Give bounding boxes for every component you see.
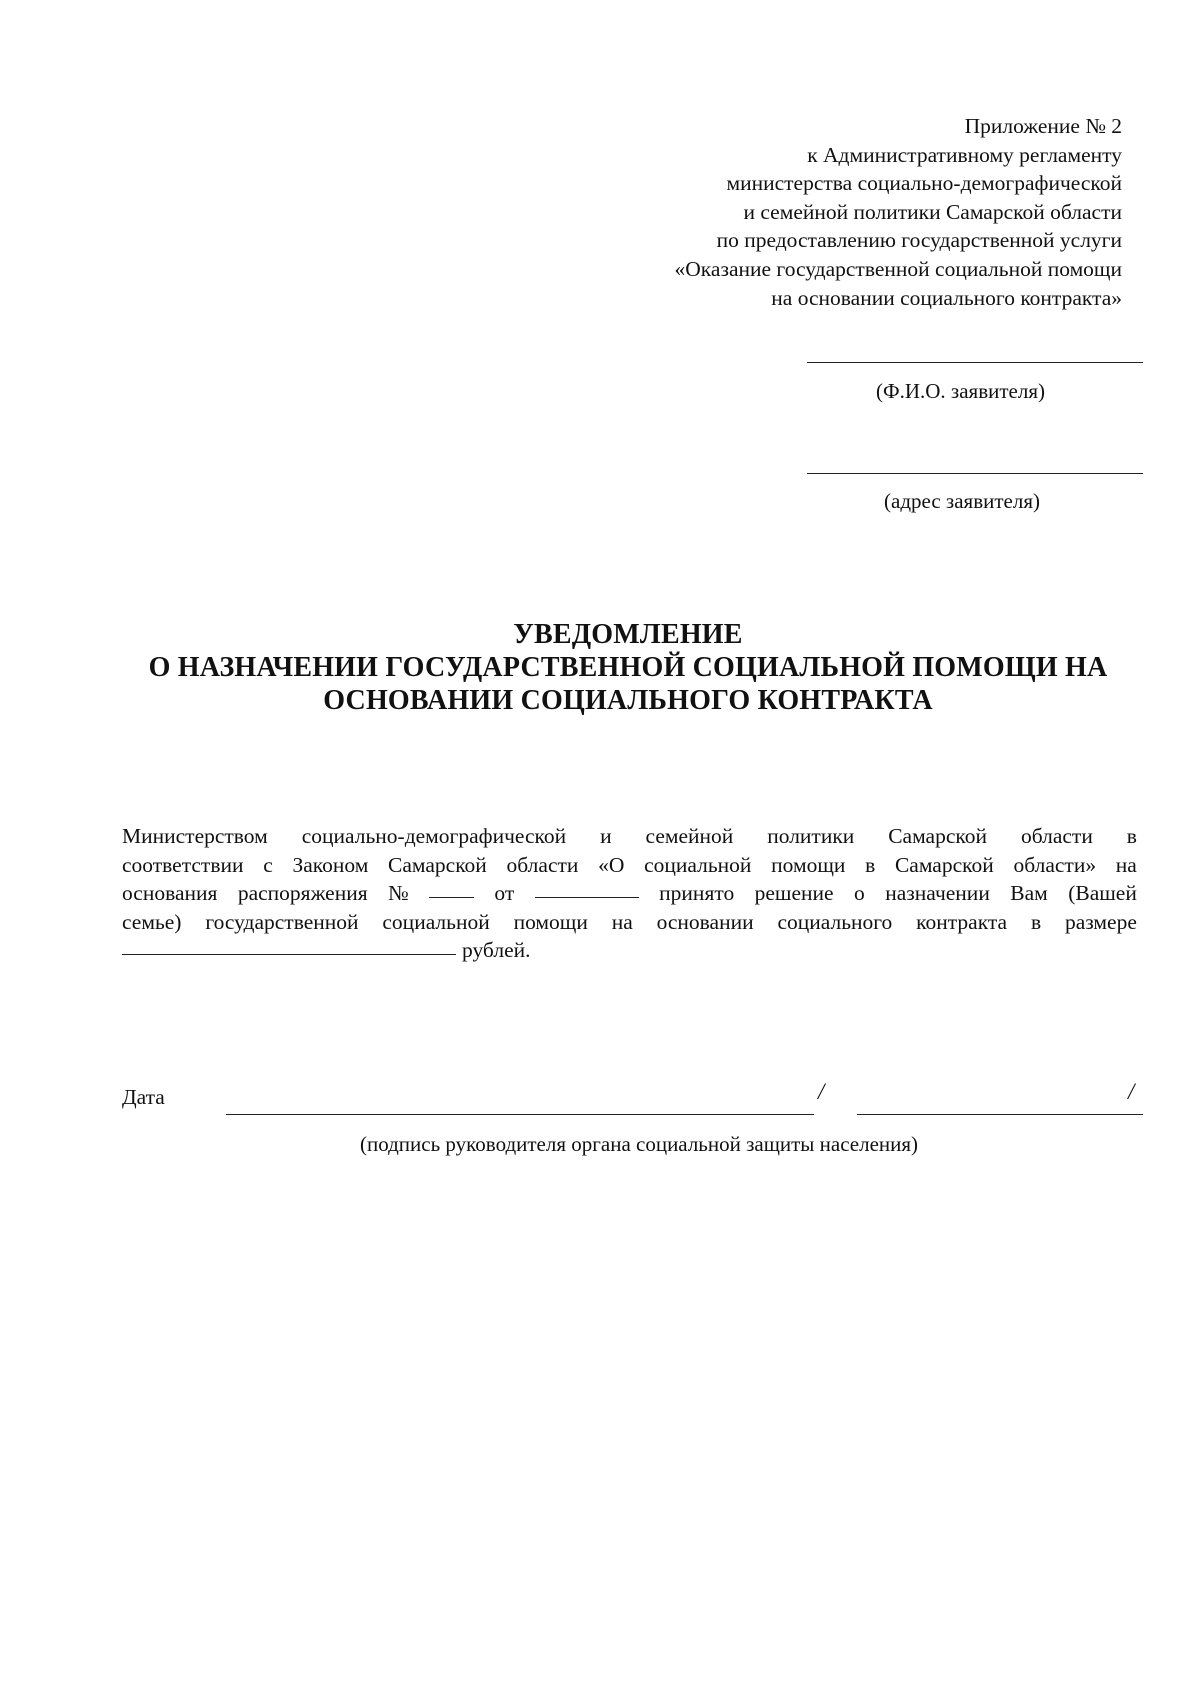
appendix-line: к Административному регламенту bbox=[807, 142, 1122, 167]
body-line-1 bbox=[122, 822, 1137, 851]
applicant-address-line[interactable] bbox=[807, 473, 1143, 474]
body-word: области» bbox=[1013, 852, 1097, 877]
signature-line-1[interactable] bbox=[226, 1114, 814, 1115]
body-word: с bbox=[263, 852, 273, 877]
body-word: решение bbox=[754, 881, 834, 905]
body-word: области bbox=[506, 852, 579, 877]
body-word: в bbox=[865, 852, 876, 877]
body-line-5 bbox=[122, 936, 1137, 965]
body-word: «О bbox=[598, 852, 625, 877]
body-word: соответствии bbox=[122, 852, 244, 877]
signature-caption: (подпись руководителя органа социальной защиты населения) bbox=[360, 1132, 919, 1156]
amount-blank[interactable] bbox=[122, 936, 456, 955]
body-word: основании bbox=[656, 909, 754, 934]
body-line-3 bbox=[122, 879, 1137, 908]
appendix-line: «Оказание государственной социальной помощи bbox=[674, 256, 1122, 281]
body-word: в bbox=[1126, 824, 1137, 848]
appendix-line: по предоставлению государственной услуги bbox=[716, 228, 1122, 253]
body-word: основания bbox=[122, 881, 218, 905]
body-word: Законом bbox=[292, 852, 369, 877]
body-word: контракта bbox=[916, 909, 1008, 934]
body-word: Самарской bbox=[888, 824, 988, 848]
applicant-name-line[interactable] bbox=[807, 362, 1143, 363]
date-label: Дата bbox=[122, 1085, 165, 1109]
body-word: от bbox=[494, 881, 515, 905]
body-word: семье) bbox=[122, 909, 182, 934]
appendix-header bbox=[422, 112, 1122, 312]
body-word: помощи bbox=[771, 852, 846, 877]
body-word: на bbox=[1115, 852, 1137, 877]
title-line-1: УВЕДОМЛЕНИЕ bbox=[513, 619, 743, 650]
body-word: и bbox=[600, 824, 612, 848]
title-line-2: О НАЗНАЧЕНИИ ГОСУДАРСТВЕННОЙ СОЦИАЛЬНОЙ ПОМОЩИ НА bbox=[148, 652, 1108, 683]
body-word: социальной bbox=[382, 909, 490, 934]
decree-date-blank[interactable] bbox=[535, 879, 639, 898]
body-word: семейной bbox=[645, 824, 734, 848]
number-sign: № bbox=[388, 881, 409, 905]
body-word: назначении bbox=[885, 881, 990, 905]
body-word: принято bbox=[659, 881, 735, 905]
appendix-line: Приложение № 2 bbox=[964, 114, 1122, 138]
body-word: распоряжения bbox=[237, 881, 368, 905]
body-word: (Вашей bbox=[1068, 881, 1137, 905]
document-title bbox=[0, 618, 1200, 717]
body-word: Вам bbox=[1010, 881, 1048, 905]
appendix-line: на основании социального контракта» bbox=[771, 285, 1122, 310]
appendix-line: министерства социально-демографической bbox=[726, 171, 1122, 196]
body-word: социальной bbox=[644, 852, 752, 877]
appendix-line: и семейной политики Самарской области bbox=[743, 199, 1122, 224]
body-word: помощи bbox=[513, 909, 588, 934]
body-word: области bbox=[1020, 824, 1093, 848]
applicant-address-caption: (адрес заявителя) bbox=[884, 489, 1040, 513]
applicant-name-caption: (Ф.И.О. заявителя) bbox=[876, 379, 1045, 403]
body-word: государственной bbox=[205, 909, 359, 934]
body-word: социального bbox=[777, 909, 893, 934]
separator-slash: / bbox=[1128, 1079, 1135, 1104]
body-word: Министерством bbox=[122, 824, 268, 848]
body-word: социально-демографической bbox=[301, 824, 567, 848]
body-line-2 bbox=[122, 851, 1137, 880]
separator-slash: / bbox=[818, 1079, 825, 1104]
body-word: на bbox=[611, 909, 633, 934]
body-line-4 bbox=[122, 908, 1137, 937]
body-word: размере bbox=[1064, 909, 1137, 934]
notification-body bbox=[122, 822, 1137, 965]
body-word: о bbox=[854, 881, 865, 905]
body-word: Самарской bbox=[894, 852, 994, 877]
currency-word: рублей. bbox=[462, 938, 531, 962]
decree-number-blank[interactable] bbox=[429, 879, 474, 898]
title-line-3: ОСНОВАНИИ СОЦИАЛЬНОГО КОНТРАКТА bbox=[323, 685, 933, 716]
body-word: Самарской bbox=[388, 852, 487, 877]
body-word: в bbox=[1030, 909, 1042, 934]
signature-line-2[interactable] bbox=[857, 1114, 1143, 1115]
body-word: политики bbox=[767, 824, 855, 848]
